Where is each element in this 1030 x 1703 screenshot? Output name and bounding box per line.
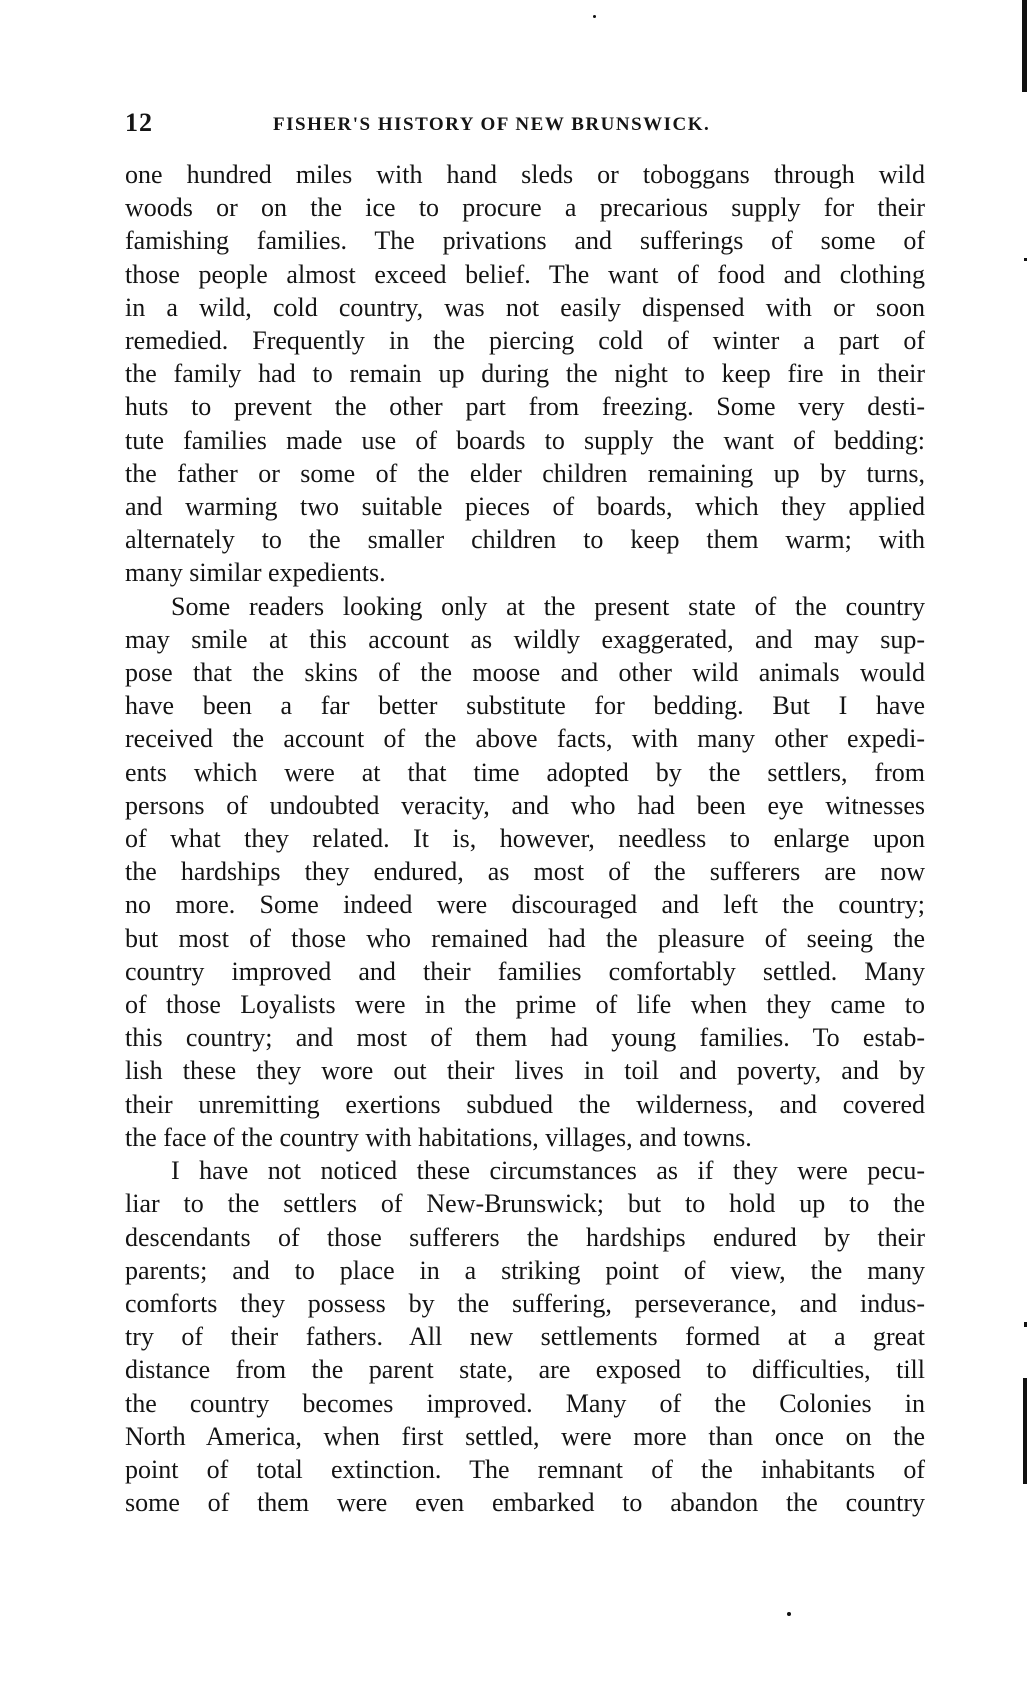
text-line: famishing families. The privations and sufferings of some of [125,226,925,256]
text-line: pose that the skins of the moose and other wild animals would [125,658,925,688]
text-line: of those Loyalists were in the prime of life when they came to [125,990,925,1020]
text-line: may smile at this account as wildly exaggerated, and may sup- [125,624,925,654]
text-line: no more. Some indeed were discouraged and left the country; [125,890,925,920]
text-line: persons of undoubted veracity, and who had been eye witnesses [125,790,925,820]
text-line: but most of those who remained had the pleasure of seeing the [125,923,925,953]
scan-edge-mark-bottom [1023,1378,1027,1484]
text-line: one hundred miles with hand sleds or toboggans through wild [125,160,925,189]
scan-edge-mark-top [1022,0,1027,92]
text-line: point of total extinction. The remnant of the inhabitants of [125,1454,925,1484]
text-line: the face of the country with habitations, villages, and towns. [125,1122,752,1152]
text-line: of what they related. It is, however, needless to enlarge upon [125,824,925,854]
text-line: in a wild, cold country, was not easily dispensed with or soon [125,292,925,322]
text-line: some of them were even embarked to abandon the country [125,1488,925,1518]
text-line: Some readers looking only at the present state of the country [171,591,925,621]
text-line: those people almost exceed belief. The want of food and clothing [125,259,925,289]
text-line: distance from the parent state, are exposed to difficulties, till [125,1355,925,1385]
text-line: and warming two suitable pieces of boards, which they applied [125,492,925,522]
text-line: this country; and most of them had young families. To estab- [125,1023,925,1053]
text-line: parents; and to place in a striking point of view, the many [125,1255,925,1285]
text-line: received the account of the above facts, with many other expedi- [125,724,925,754]
text-line: tute families made use of boards to supply the want of bedding: [125,425,925,455]
scan-speck [593,15,596,18]
text-line: liar to the settlers of New-Brunswick; but to hold up to the [125,1189,925,1219]
body-text [125,158,925,1519]
scan-speck [787,1612,791,1616]
text-line: the family had to remain up during the night to keep fire in their [125,359,925,389]
running-head: FISHER'S HISTORY OF NEW BRUNSWICK. [273,114,711,135]
text-line: the father or some of the elder children remaining up by turns, [125,458,925,488]
text-line: alternately to the smaller children to keep them warm; with [125,525,925,555]
text-line: huts to prevent the other part from freezing. Some very desti- [125,392,925,422]
text-line: descendants of those sufferers the hardships endured by their [125,1222,925,1252]
text-line: try of their fathers. All new settlements formed at a great [125,1322,925,1352]
text-line: the country becomes improved. Many of the Colonies in [125,1388,925,1418]
page-number: 12 [125,108,153,137]
text-line: I have not noticed these circumstances as if they were pecu- [171,1156,925,1186]
text-line: many similar expedients. [125,558,386,588]
text-line: country improved and their families comfortably settled. Many [125,956,925,986]
text-line: North America, when first settled, were more than once on the [125,1421,925,1451]
text-line: their unremitting exertions subdued the wilderness, and covered [125,1089,925,1119]
text-line: woods or on the ice to procure a precarious supply for their [125,193,925,223]
scan-edge-tick [1024,1322,1027,1327]
scan-edge-tick [1024,258,1027,261]
page-header [125,108,925,148]
text-line: ents which were at that time adopted by the settlers, from [125,757,925,787]
text-line: comforts they possess by the suffering, perseverance, and indus- [125,1288,925,1318]
text-line: have been a far better substitute for bedding. But I have [125,691,925,721]
text-line: the hardships they endured, as most of the sufferers are now [125,857,925,887]
text-line: remedied. Frequently in the piercing cold of winter a part of [125,326,925,356]
text-line: lish these they wore out their lives in toil and poverty, and by [125,1056,925,1086]
